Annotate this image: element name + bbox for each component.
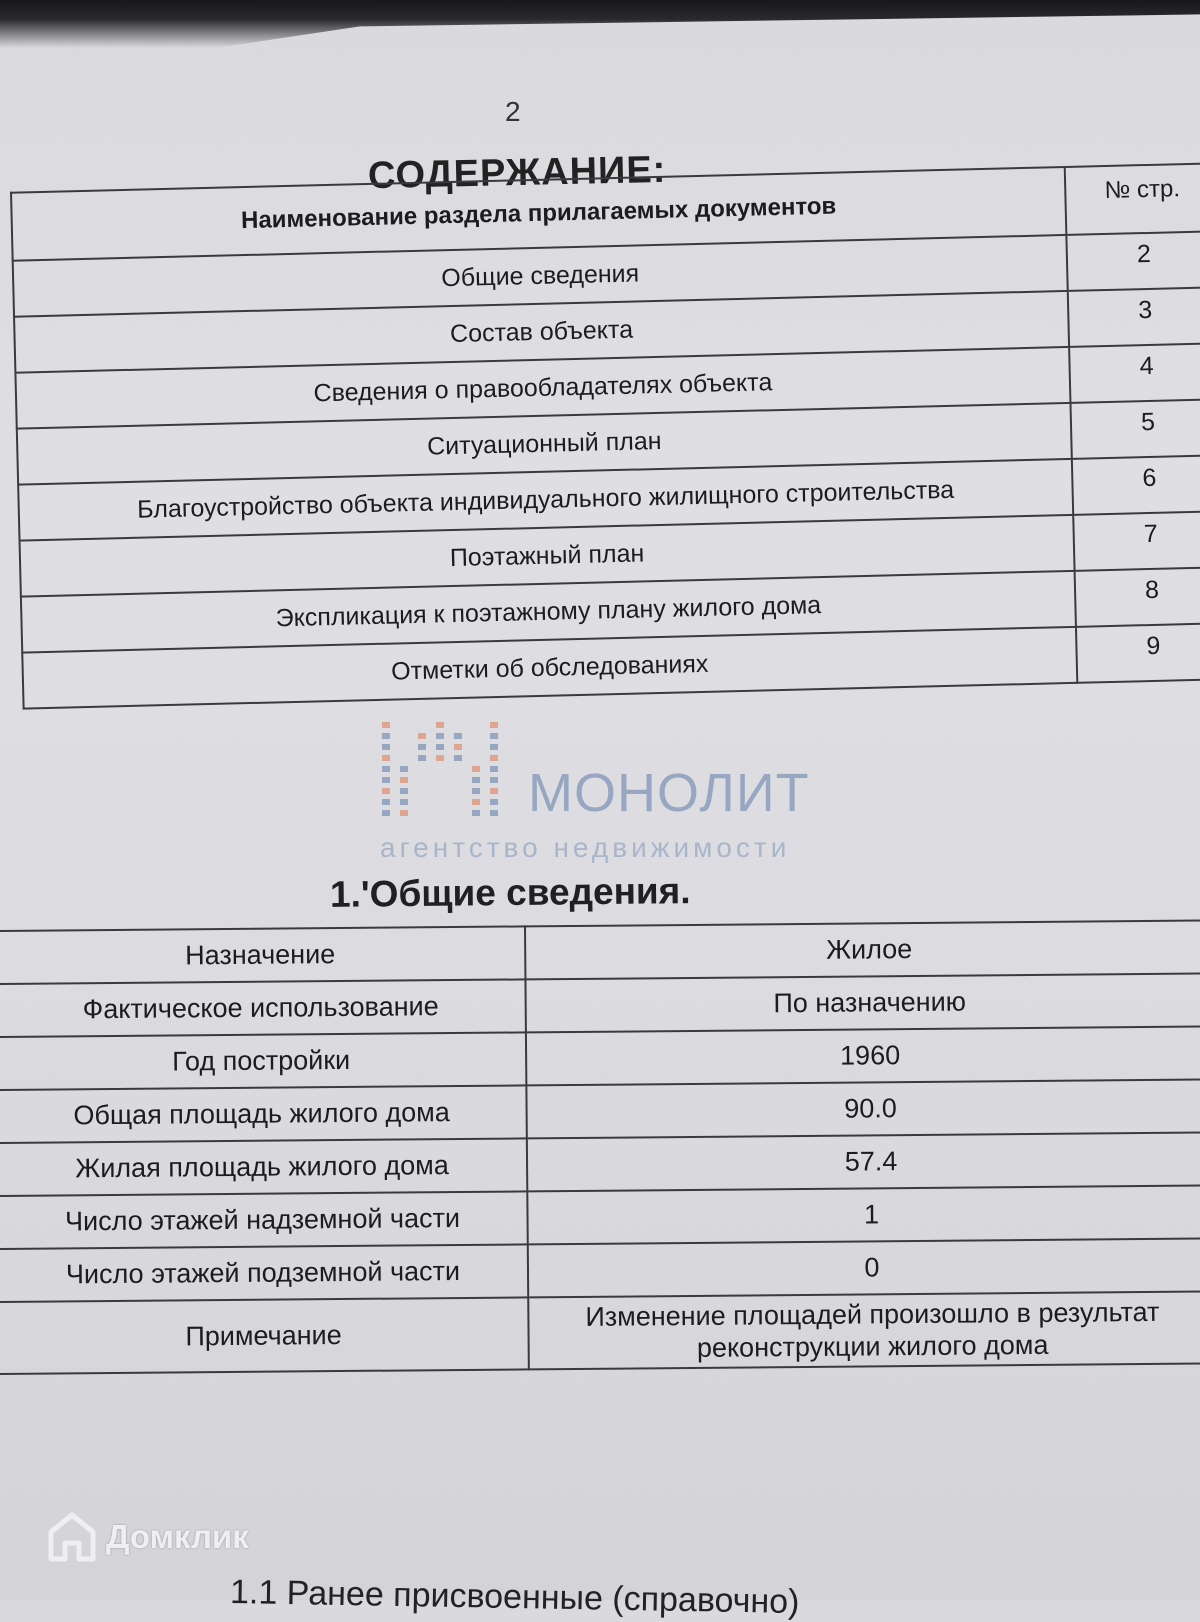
toc-row-name: Экспликация к поэтажному плану жилого дома [21,571,1076,653]
note-line: реконструкции жилого дома [696,1329,1049,1363]
info-value: 0 [528,1238,1200,1297]
toc-table-wrap [0,163,1200,710]
toc-header-page: № стр. [1065,163,1200,235]
toc-row-page: 3 [1068,287,1200,347]
agency-logo-icon [380,720,510,820]
info-value: 1 [527,1185,1200,1244]
house-logo-icon [48,1512,96,1562]
toc-row-name: Благоустройство объекта индивидуального жилищного строительства [18,459,1073,541]
toc-row-name: Поэтажный план [20,515,1075,597]
agency-watermark [380,720,820,870]
toc-row-page: 4 [1069,343,1200,403]
page-number: 2 [505,96,521,127]
info-value: По назначению [525,973,1200,1032]
toc-row-name: Ситуационный план [17,403,1072,485]
info-value: 57.4 [527,1132,1200,1191]
info-key: Общая площадь жилого дома [0,1085,527,1143]
agency-subtitle: агентство недвижимости [380,832,791,863]
toc-title: СОДЕРЖАНИЕ: [367,148,667,198]
domclick-text: Домклик [106,1518,249,1555]
toc-row-page: 7 [1073,511,1200,571]
toc-row-name: Состав объекта [14,291,1069,373]
info-key: Фактическое использование [0,979,526,1037]
next-section-heading: 1.1 Ранее присвоенные (справочно) [229,1573,800,1621]
toc-row-name: Отметки об обследованиях [22,627,1077,709]
info-key: Назначение [0,926,525,984]
info-note-value [528,1291,1200,1369]
info-key: Число этажей подземной части [0,1244,528,1302]
note-line: Изменение площадей произошло в результат [585,1296,1160,1332]
toc-row-page: 8 [1075,567,1200,627]
info-key: Жилая площадь жилого дома [0,1138,527,1196]
info-value: 1960 [526,1026,1200,1085]
general-info-table [0,919,1200,1375]
info-value: 90.0 [526,1079,1200,1138]
background-object [0,0,1200,48]
info-row-note [0,1291,1200,1374]
toc-table [10,162,1200,709]
toc-header-name: Наименование раздела прилагаемых документов [11,167,1066,261]
toc-row-page: 6 [1072,455,1200,515]
info-key: Год постройки [0,1032,526,1090]
section-title: 1.'Общие сведения. [329,870,691,915]
agency-name: МОНОЛИТ [528,763,810,823]
info-key: Число этажей надземной части [0,1191,528,1249]
toc-row-page: 5 [1070,399,1200,459]
info-key: Примечание [0,1297,529,1374]
toc-row-page: 2 [1066,231,1200,291]
general-info-wrap [0,920,1200,1375]
toc-row-name: Сведения о правообладателях объекта [15,347,1070,429]
info-value: Жилое [525,920,1200,979]
toc-row-page: 9 [1076,623,1200,683]
toc-row-name: Общие сведения [13,235,1068,317]
